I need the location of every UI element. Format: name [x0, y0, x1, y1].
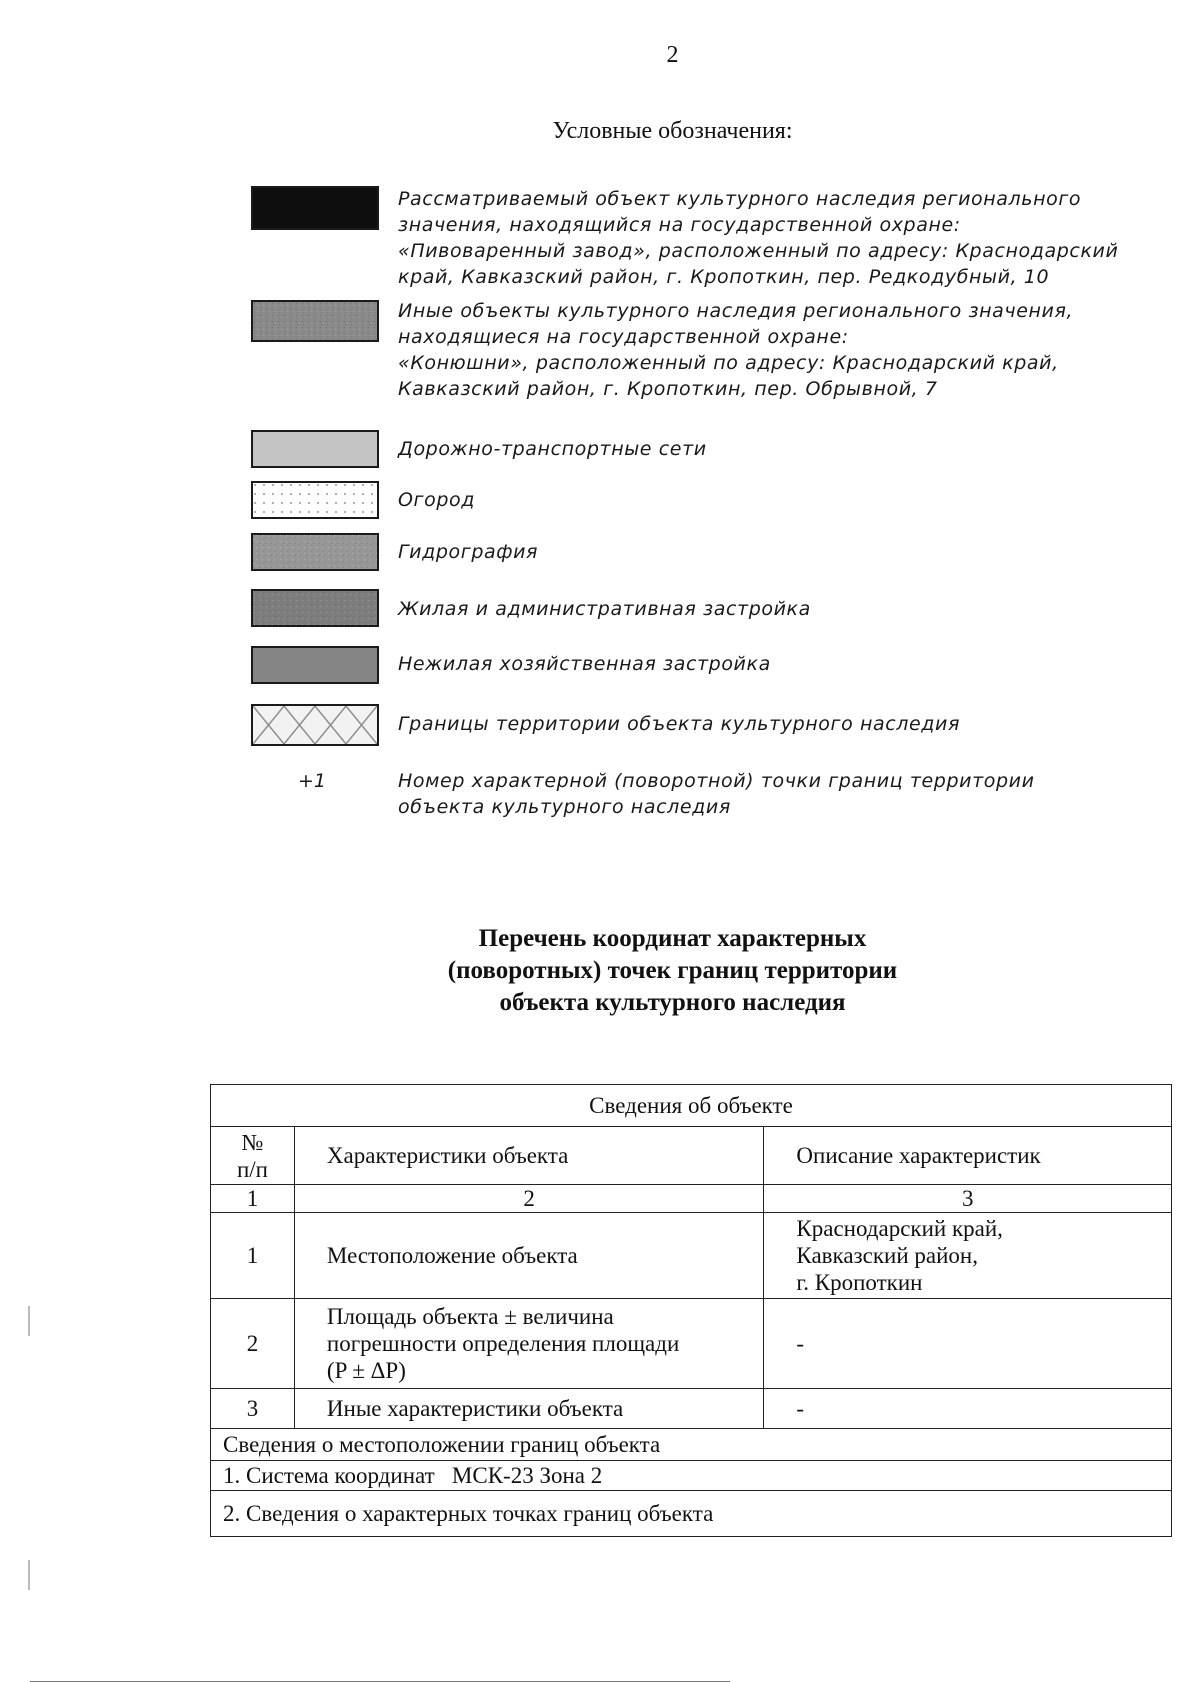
table-header: Сведения об объекте	[211, 1085, 1172, 1127]
legend-text-residential: Жилая и административная застройка	[398, 598, 811, 620]
legend-text-boundary-point: Номер характерной (поворотной) точки границ территории объекта культурного наследия	[398, 770, 1035, 818]
location-section-header: Сведения о местоположении границ объекта	[211, 1429, 1172, 1461]
legend-text-other-objects: Иные объекты культурного наследия регионального значения, находящиеся на государственной охране: «Конюшни», расположенный по адресу: Краснодарский край, Кавказский район, г. Кропоткин, пер. Обрывной, 7	[398, 300, 1074, 400]
legend-swatch-main-object	[251, 186, 379, 230]
col-number-2: 2	[294, 1185, 763, 1213]
legend-swatch-non-residential	[251, 646, 379, 684]
col-header-number: № п/п	[211, 1127, 295, 1185]
coordinate-system-row: 1. Система координат МСК-23 Зона 2	[211, 1461, 1172, 1491]
boundary-points-section-row: 2. Сведения о характерных точках границ объекта	[211, 1491, 1172, 1537]
legend-swatch-residential	[251, 589, 379, 627]
legend-text-main-object: Рассматриваемый объект культурного наследия регионального значения, находящийся на государственной охране: «Пивоваренный завод», расположенный по адресу: Краснодарский край, Кавказский район, г. Кропоткин, пер. Редкодубный, 10	[398, 188, 1119, 288]
table-row: 2 Площадь объекта ± величина погрешности определения площади (P ± ΔP) -	[211, 1299, 1172, 1389]
col-number-1: 1	[211, 1185, 295, 1213]
legend-text-garden: Огород	[398, 489, 475, 511]
legend-swatch-roads	[251, 430, 379, 468]
legend-text-territory-boundary: Границы территории объекта культурного наследия	[398, 713, 961, 735]
legend-text-hydrography: Гидрография	[398, 541, 539, 563]
legend-swatch-other-objects	[251, 300, 379, 342]
object-info-table	[210, 1084, 1172, 1537]
boundary-point-marker: +1	[298, 770, 327, 792]
table-row: 1 Местоположение объекта Краснодарский край, Кавказский район, г. Кропоткин	[211, 1213, 1172, 1299]
legend-swatch-garden	[251, 481, 379, 519]
col-header-description: Описание характеристик	[764, 1127, 1172, 1185]
scan-edge-mark	[28, 1306, 30, 1336]
page-number: 2	[666, 42, 679, 68]
col-number-3: 3	[764, 1185, 1172, 1213]
scan-edge-mark	[28, 1560, 30, 1590]
col-header-characteristics: Характеристики объекта	[294, 1127, 763, 1185]
legend-text-roads: Дорожно-транспортные сети	[398, 438, 707, 460]
legend-title: Условные обозначения:	[552, 118, 793, 144]
legend-swatch-hydrography	[251, 533, 379, 571]
coordinates-list-title: Перечень координат характерных (поворотных) точек границ территории объекта культурного наследия	[447, 925, 898, 1016]
table-row: 3 Иные характеристики объекта -	[211, 1389, 1172, 1429]
legend-text-non-residential: Нежилая хозяйственная застройка	[398, 653, 771, 675]
legend-swatch-territory-boundary	[251, 704, 379, 746]
